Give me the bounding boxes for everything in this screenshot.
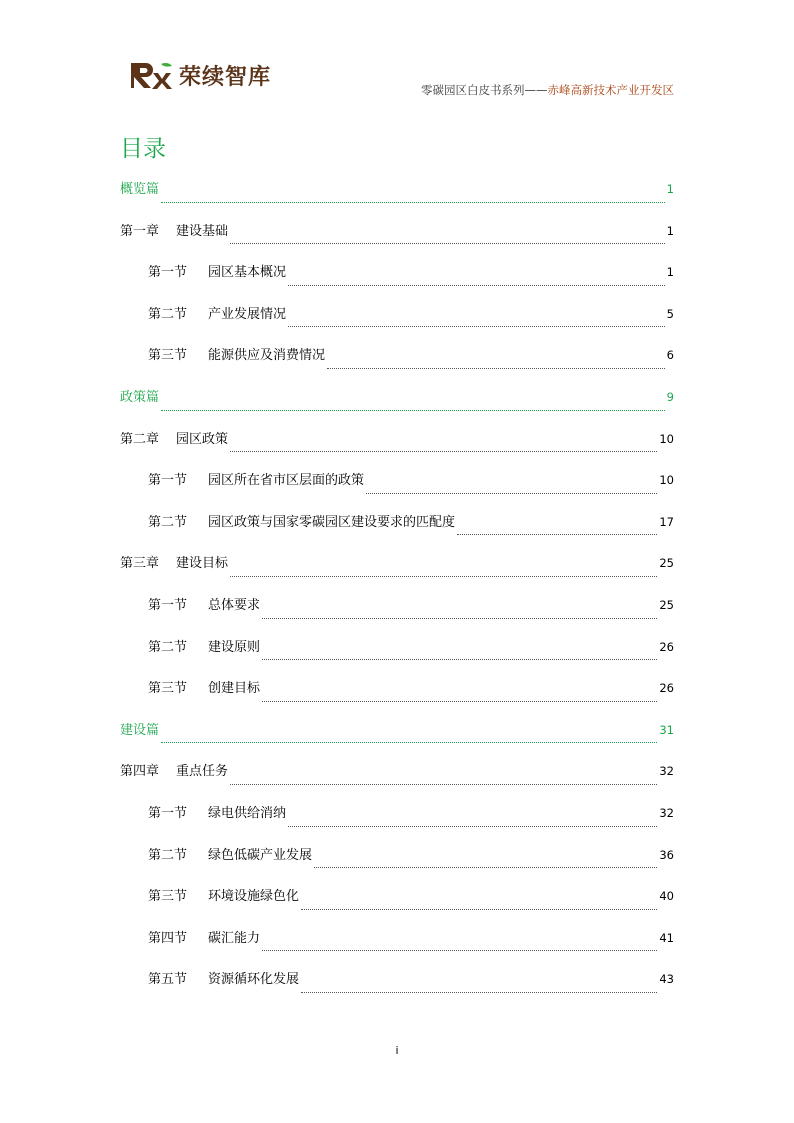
toc-entry-number: 第四节: [148, 930, 188, 946]
toc-leader-dots: [301, 909, 657, 910]
toc-leader-dots: [230, 451, 657, 452]
toc-entry-section[interactable]: [120, 469, 674, 511]
toc-entry-page: 40: [659, 889, 674, 904]
toc-entry-section[interactable]: [120, 885, 674, 927]
toc-entry-title: 园区所在省市区层面的政策: [208, 473, 365, 489]
toc-title: 目录: [120, 136, 166, 162]
toc-entry-title: 能源供应及消费情况: [208, 348, 326, 364]
toc-leader-dots: [262, 618, 657, 619]
toc-entry-title: 总体要求: [208, 597, 261, 613]
toc-leader-dots: [161, 742, 657, 743]
toc-entry-number: 第三节: [148, 889, 188, 905]
toc-leader-dots: [288, 326, 665, 327]
toc-entry-section[interactable]: [120, 511, 674, 553]
toc-entry-section[interactable]: [120, 344, 674, 386]
toc-entry-page: 17: [659, 514, 674, 529]
toc-entry-title: 创建目标: [208, 681, 261, 697]
toc-entry-number: 第一节: [148, 805, 188, 821]
toc-entry-page: 1: [666, 182, 674, 196]
series-header: [421, 82, 674, 98]
toc-leader-dots: [262, 950, 657, 951]
toc-entry-number: 第三节: [148, 348, 188, 364]
toc-entry-page: 5: [666, 306, 674, 321]
table-of-contents: [120, 178, 674, 1010]
toc-entry-page: 1: [666, 223, 674, 238]
toc-entry-page: 6: [666, 348, 674, 363]
toc-entry-page: 25: [659, 556, 674, 571]
page-number: i: [395, 1044, 399, 1057]
toc-entry-section[interactable]: [120, 261, 674, 303]
toc-entry-title: 碳汇能力: [208, 930, 261, 946]
toc-entry-page: 31: [659, 722, 674, 737]
rx-logo-icon: [131, 61, 175, 89]
toc-leader-dots: [288, 285, 665, 286]
toc-leader-dots: [262, 659, 657, 660]
toc-entry-section[interactable]: [120, 802, 674, 844]
toc-leader-dots: [262, 701, 657, 702]
toc-entry-title: 产业发展情况: [208, 306, 287, 322]
toc-entry-title: 园区政策与国家零碳园区建设要求的匹配度: [208, 514, 456, 530]
toc-entry-chapter[interactable]: [120, 552, 674, 594]
toc-entry-page: 36: [659, 847, 674, 862]
toc-entry-page: 1: [666, 265, 674, 280]
toc-entry-page: 25: [659, 597, 674, 612]
toc-entry-title: 园区政策: [176, 431, 229, 447]
toc-leader-dots: [161, 202, 665, 203]
toc-leader-dots: [230, 784, 657, 785]
toc-entry-section[interactable]: [120, 677, 674, 719]
toc-entry-number: 第一节: [148, 473, 188, 489]
toc-entry-number: 第一节: [148, 265, 188, 281]
toc-entry-chapter[interactable]: [120, 760, 674, 802]
toc-entry-title: 概览篇: [120, 182, 160, 197]
toc-entry-title: 园区基本概况: [208, 265, 287, 281]
toc-entry-title: 政策篇: [120, 389, 160, 405]
toc-entry-page: 26: [659, 681, 674, 696]
toc-entry-section[interactable]: [120, 968, 674, 1010]
toc-leader-dots: [301, 992, 657, 993]
toc-entry-page: 43: [659, 972, 674, 987]
toc-entry-number: 第五节: [148, 972, 188, 988]
toc-entry-page: 41: [659, 930, 674, 945]
toc-entry-number: 第一节: [148, 597, 188, 613]
toc-entry-title: 环境设施绿色化: [208, 889, 300, 905]
toc-entry-number: 第一章: [120, 223, 160, 239]
toc-entry-number: 第三章: [120, 556, 160, 572]
toc-entry-title: 建设篇: [120, 722, 160, 738]
logo-text: 荣续智库: [179, 64, 272, 90]
toc-entry-title: 绿色低碳产业发展: [208, 847, 313, 863]
toc-entry-title: 建设基础: [176, 223, 229, 239]
toc-entry-number: 第四章: [120, 764, 160, 780]
toc-entry-title: 重点任务: [176, 764, 229, 780]
toc-entry-page: 26: [659, 639, 674, 654]
toc-leader-dots: [288, 826, 657, 827]
toc-entry-chapter[interactable]: [120, 428, 674, 470]
toc-entry-number: 第三节: [148, 681, 188, 697]
toc-leader-dots: [161, 410, 665, 411]
toc-entry-page: 10: [659, 431, 674, 446]
toc-leader-dots: [230, 576, 657, 577]
toc-entry-number: 第二节: [148, 847, 188, 863]
toc-entry-section[interactable]: [120, 844, 674, 886]
series-accent: 赤峰高新技术产业开发区: [547, 83, 674, 97]
toc-entry-page: 32: [659, 805, 674, 820]
toc-entry-page: 32: [659, 764, 674, 779]
toc-entry-title: 绿电供给消纳: [208, 805, 287, 821]
toc-entry-part[interactable]: [120, 178, 674, 220]
toc-entry-number: 第二节: [148, 639, 188, 655]
toc-entry-page: 9: [666, 389, 674, 404]
toc-entry-page: 10: [659, 473, 674, 488]
brand-logo: [131, 60, 271, 90]
toc-entry-section[interactable]: [120, 927, 674, 969]
toc-entry-title: 建设原则: [208, 639, 261, 655]
toc-entry-number: 第二节: [148, 306, 188, 322]
toc-leader-dots: [366, 493, 657, 494]
toc-entry-title: 建设目标: [176, 556, 229, 572]
toc-entry-part[interactable]: [120, 386, 674, 428]
toc-entry-part[interactable]: [120, 719, 674, 761]
toc-entry-title: 资源循环化发展: [208, 972, 300, 988]
toc-leader-dots: [314, 867, 657, 868]
toc-entry-number: 第二节: [148, 514, 188, 530]
toc-entry-section[interactable]: [120, 303, 674, 345]
toc-leader-dots: [327, 368, 665, 369]
toc-leader-dots: [230, 243, 665, 244]
toc-entry-section[interactable]: [120, 636, 674, 678]
toc-entry-number: 第二章: [120, 431, 160, 447]
series-prefix: 零碳园区白皮书系列——: [421, 83, 548, 97]
toc-entry-section[interactable]: [120, 594, 674, 636]
toc-entry-chapter[interactable]: [120, 220, 674, 262]
toc-leader-dots: [457, 534, 657, 535]
